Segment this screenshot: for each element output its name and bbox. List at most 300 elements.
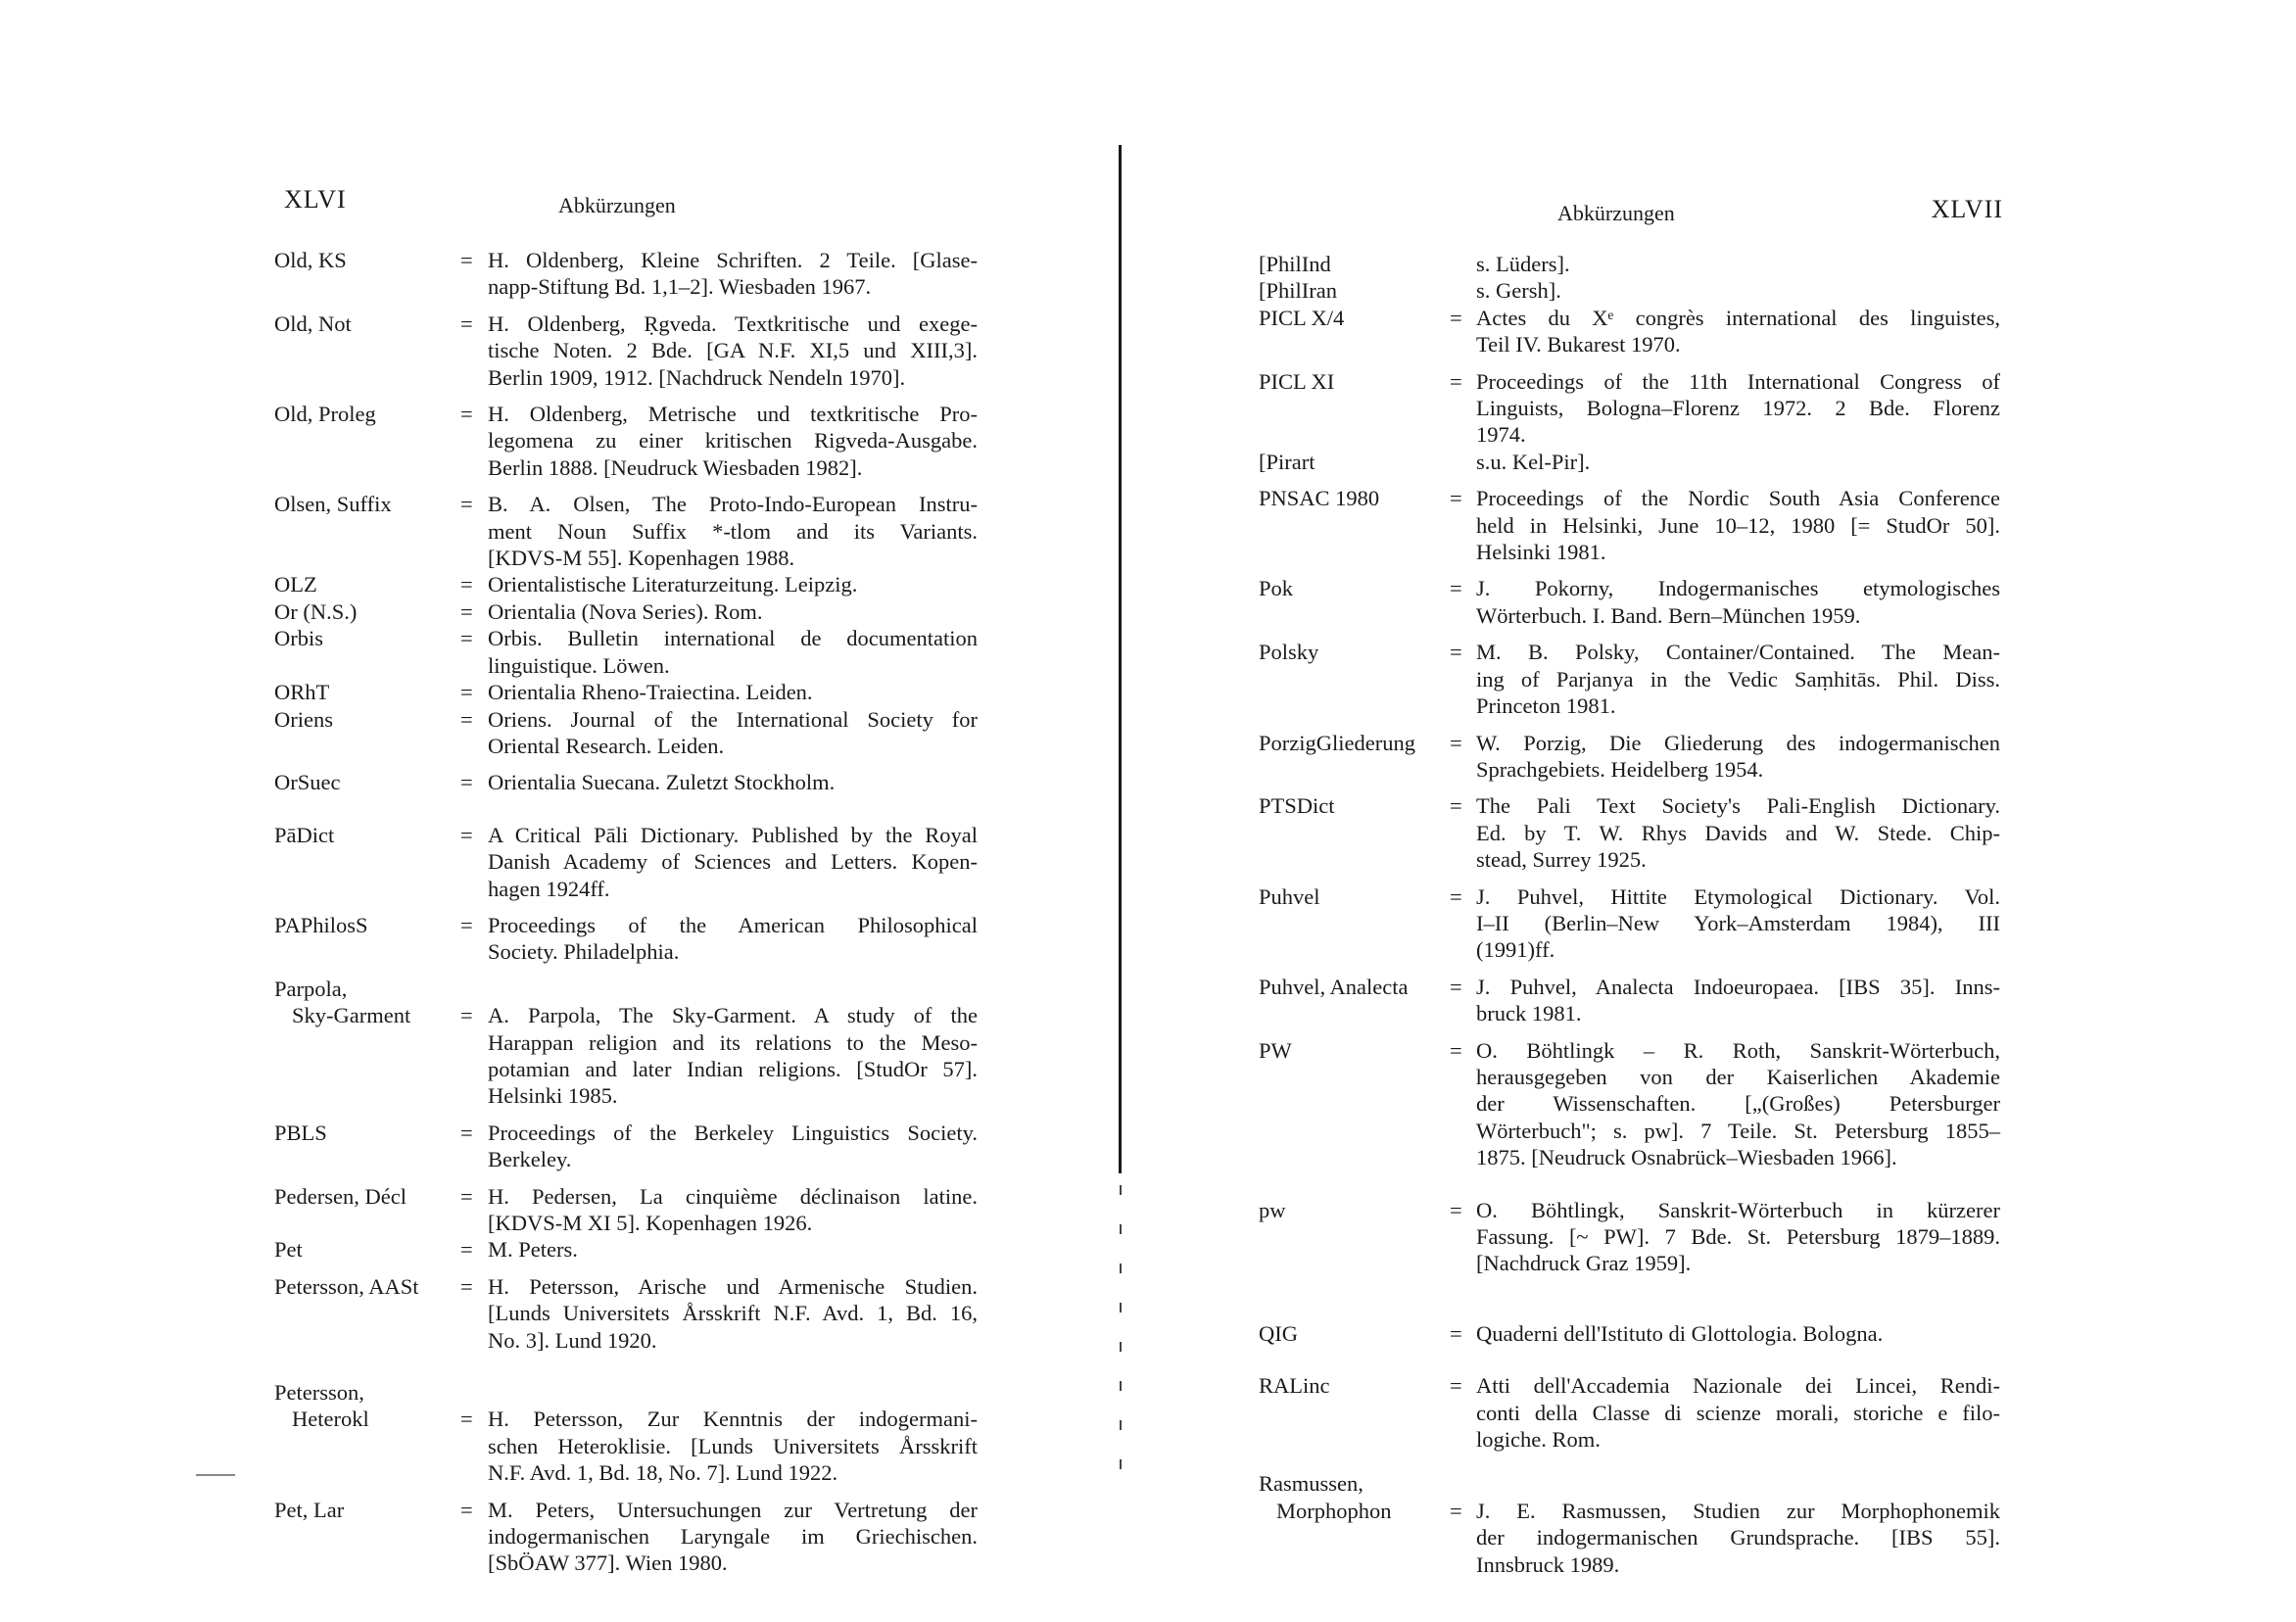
definition-line: Wörterbuch"; s. pw]. 7 Teile. St. Petersburg 1855– <box>1476 1118 2000 1143</box>
equals-sign: = <box>460 1407 473 1432</box>
definition-line: H. Oldenberg, Ṛgveda. Textkritische und exege- <box>488 310 978 336</box>
entry-spacer <box>245 481 999 491</box>
entry-spacer <box>1259 720 2003 730</box>
definition-line: herausgegeben von der Kaiserlichen Akademie <box>1476 1064 2000 1089</box>
entry-abbreviation <box>1259 1037 1292 1064</box>
entry-definition <box>488 625 978 679</box>
definition-line: M. Peters. <box>488 1237 578 1263</box>
entry-abbreviation <box>1259 1372 1330 1399</box>
definition-line: N.F. Avd. 1, Bd. 18, No. 7]. Lund 1922. <box>488 1460 838 1486</box>
entry-definition <box>1476 1037 2000 1171</box>
abbreviation-entry <box>245 706 999 760</box>
entry-abbreviation <box>1259 1197 1286 1223</box>
abbreviation-entry <box>245 976 999 1110</box>
entry-definition <box>1476 1320 2000 1347</box>
equals-sign: = <box>1450 974 1462 999</box>
entry-definition <box>1476 1197 2000 1277</box>
abbreviation-line: PBLS <box>274 1120 327 1145</box>
abbreviation-entry <box>1259 277 2003 304</box>
definition-line: Berlin 1909, 1912. [Nachdruck Nendeln 1970]. <box>488 364 906 390</box>
abbreviation-entry <box>245 247 999 301</box>
definition-line: Society. Philadelphia. <box>488 939 680 965</box>
abbreviation-entry <box>1259 883 2003 964</box>
entry-abbreviation <box>274 401 376 427</box>
definition-line: Berkeley. <box>488 1147 572 1172</box>
entry-definition <box>488 679 978 705</box>
entry-spacer <box>245 1173 999 1183</box>
abbreviation-line: QIG <box>1259 1320 1298 1346</box>
entry-definition <box>488 310 978 391</box>
equals-sign: = <box>460 912 473 937</box>
entry-definition <box>1476 277 2000 304</box>
abbreviation-entry <box>1259 575 2003 629</box>
right-entry-list <box>1259 251 2003 1578</box>
abbreviation-line: Sky-Garment <box>292 1003 411 1028</box>
entry-spacer <box>1259 1347 2003 1372</box>
equals-sign: = <box>460 1237 473 1263</box>
entry-definition <box>488 976 978 1110</box>
definition-line: Actes du Xᵉ congrès international des linguistes, <box>1476 305 2000 330</box>
page-gutter-dashes <box>1120 1185 1122 1479</box>
abbreviation-entry <box>1259 639 2003 719</box>
definition-line: A Critical Pāli Dictionary. Published by the Royal <box>488 822 978 847</box>
entry-abbreviation <box>1259 1320 1298 1347</box>
abbreviation-entry <box>1259 449 2003 475</box>
equals-sign: = <box>460 492 473 517</box>
definition-line: W. Porzig, Die Gliederung des indogermanischen <box>1476 730 2000 755</box>
abbreviation-line: PāDict <box>274 822 335 847</box>
abbreviation-line: [PhilInd <box>1259 252 1331 276</box>
definition-line: Orbis. Bulletin international de documentation <box>488 626 978 651</box>
abbreviation-entry <box>1259 1320 2003 1347</box>
definition-line: Quaderni dell'Istituto di Glottologia. Bologna. <box>1476 1320 1884 1346</box>
definition-line: J. Pokorny, Indogermanisches etymologisches <box>1476 576 2000 601</box>
abbreviation-entry <box>1259 792 2003 873</box>
definition-line: H. Pedersen, La cinquième déclinaison latine. <box>488 1183 978 1209</box>
equals-sign: = <box>460 1120 473 1145</box>
equals-sign: = <box>1450 576 1462 601</box>
definition-line: der Wissenschaften. [„(Großes) Petersburger <box>1476 1091 2000 1117</box>
entry-abbreviation <box>274 1273 419 1300</box>
definition-line: J. Puhvel, Analecta Indoeuropaea. [IBS 35]. Inns- <box>1476 974 2000 999</box>
abbreviation-line: Puhvel <box>1259 883 1320 909</box>
definition-line: indogermanischen Laryngale im Griechischen. <box>488 1524 978 1550</box>
definition-line: Atti dell'Accademia Nazionale dei Lincei, Rendi- <box>1476 1373 2000 1399</box>
equals-sign: = <box>1450 305 1462 330</box>
definition-line: A. Parpola, The Sky-Garment. A study of the <box>488 1003 978 1028</box>
abbreviation-line: [Pirart <box>1259 449 1315 474</box>
equals-sign: = <box>1450 1373 1462 1399</box>
definition-line: Danish Academy of Sciences and Letters. Kopen- <box>488 849 978 875</box>
entry-abbreviation <box>274 1183 407 1210</box>
entry-abbreviation <box>1259 251 1331 277</box>
definition-line: Innsbruck 1989. <box>1476 1551 1620 1577</box>
definition-line: bruck 1981. <box>1476 1001 1582 1026</box>
entry-definition <box>1476 792 2000 873</box>
entry-definition <box>1476 485 2000 565</box>
definition-line: ing of Parjanya in the Vedic Saṃhitās. Phil. Diss. <box>1476 666 2000 692</box>
definition-line: Orientalistische Literaturzeitung. Leipzig. <box>488 572 858 597</box>
equals-sign: = <box>460 598 473 624</box>
abbreviation-line: PICL XI <box>1259 368 1335 394</box>
definition-line: Harappan religion and its relations to the Meso- <box>488 1029 978 1055</box>
definition-line: potamian and later Indian religions. [StudOr 57]. <box>488 1056 978 1081</box>
definition-line: (1991)ff. <box>1476 937 1555 963</box>
equals-sign: = <box>1450 1037 1462 1063</box>
equals-sign: = <box>460 310 473 336</box>
abbreviation-line: Polsky <box>1259 640 1319 665</box>
abbreviation-line: Parpola, <box>274 976 348 1001</box>
definition-line: Teil IV. Bukarest 1970. <box>1476 332 1681 358</box>
definition-line: Orientalia Rheno-Traiectina. Leiden. <box>488 680 813 705</box>
abbreviation-entry <box>1259 1470 2003 1578</box>
entry-definition <box>488 1497 978 1577</box>
entry-spacer <box>245 1354 999 1379</box>
abbreviation-entry <box>245 1120 999 1173</box>
running-head-right <box>1259 196 2003 235</box>
entry-spacer <box>1259 358 2003 368</box>
entry-abbreviation <box>274 706 333 733</box>
equals-sign: = <box>1450 1320 1462 1346</box>
abbreviation-line: PAPhilosS <box>274 912 368 937</box>
equals-sign: = <box>460 402 473 427</box>
running-title-right: Abkürzungen <box>1557 201 1675 225</box>
entry-definition <box>488 401 978 481</box>
entry-spacer <box>1259 475 2003 485</box>
definition-line: Proceedings of the Berkeley Linguistics Society. <box>488 1120 978 1145</box>
abbreviation-line: Old, KS <box>274 248 347 272</box>
equals-sign: = <box>460 626 473 651</box>
definition-line: legomena zu einer kritischen Rigveda-Ausgabe. <box>488 428 978 453</box>
definition-line: Helsinki 1981. <box>1476 540 1606 565</box>
entry-spacer <box>1259 964 2003 974</box>
abbreviation-entry <box>1259 485 2003 565</box>
entry-definition <box>488 1183 978 1237</box>
abbreviation-entry <box>245 679 999 705</box>
entry-definition <box>488 1236 978 1263</box>
entry-abbreviation <box>1259 368 1334 395</box>
definition-line: linguistique. Löwen. <box>488 652 670 678</box>
entry-definition <box>488 247 978 301</box>
abbreviation-line: Pedersen, Décl <box>274 1183 407 1209</box>
abbreviation-entry <box>1259 251 2003 277</box>
entry-spacer <box>1259 783 2003 792</box>
definition-line: J. E. Rasmussen, Studien zur Morphophonemik <box>1476 1498 2000 1523</box>
abbreviation-line: [PhilIran <box>1259 278 1337 304</box>
entry-abbreviation <box>1259 575 1293 601</box>
abbreviation-entry <box>245 571 999 597</box>
equals-sign: = <box>460 1183 473 1209</box>
entry-abbreviation <box>274 247 347 273</box>
entry-abbreviation <box>1259 1470 1392 1524</box>
definition-line: H. Petersson, Zur Kenntnis der indogermani- <box>488 1407 978 1432</box>
definition-line: napp-Stiftung Bd. 1,1–2]. Wiesbaden 1967. <box>488 274 872 300</box>
entry-definition <box>1476 575 2000 629</box>
definition-line: Princeton 1981. <box>1476 693 1616 719</box>
entry-abbreviation <box>274 491 392 517</box>
abbreviation-entry <box>1259 1372 2003 1453</box>
abbreviation-line: PorzigGliederung <box>1259 730 1415 755</box>
entry-definition <box>1476 251 2000 277</box>
abbreviation-line: PICL X/4 <box>1259 305 1345 330</box>
equals-sign: = <box>460 572 473 597</box>
entry-definition <box>488 1379 978 1487</box>
equals-sign: = <box>460 1497 473 1522</box>
definition-line: Orientalia Suecana. Zuletzt Stockholm. <box>488 770 836 795</box>
entry-definition <box>488 769 978 795</box>
entry-abbreviation <box>274 822 334 848</box>
definition-line: M. B. Polsky, Container/Contained. The Mean- <box>1476 640 2000 665</box>
equals-sign: = <box>460 1003 473 1028</box>
entry-definition <box>1476 449 2000 475</box>
definition-line: [KDVS-M 55]. Kopenhagen 1988. <box>488 546 795 571</box>
abbreviation-line: Old, Proleg <box>274 402 376 427</box>
abbreviation-line: Pet <box>274 1237 303 1263</box>
definition-line: H. Oldenberg, Metrische und textkritische Pro- <box>488 402 978 427</box>
definition-line: 1875. [Neudruck Osnabrück–Wiesbaden 1966]. <box>1476 1145 1897 1170</box>
definition-line: Orientalia (Nova Series). Rom. <box>488 598 763 624</box>
equals-sign: = <box>1450 1197 1462 1222</box>
entry-spacer <box>245 1487 999 1497</box>
page-gutter <box>1119 145 1122 1173</box>
definition-line: No. 3]. Lund 1920. <box>488 1327 657 1353</box>
abbreviation-entry <box>245 822 999 902</box>
definition-line: B. A. Olsen, The Proto-Indo-European Instru- <box>488 492 978 517</box>
entry-definition <box>488 706 978 760</box>
abbreviation-line: OLZ <box>274 572 317 597</box>
entry-spacer <box>1259 1453 2003 1470</box>
definition-line: Proceedings of the American Philosophical <box>488 912 978 937</box>
equals-sign: = <box>460 680 473 705</box>
entry-spacer <box>1259 1171 2003 1197</box>
entry-abbreviation <box>1259 974 1408 1000</box>
abbreviation-entry <box>1259 974 2003 1027</box>
definition-line: O. Böhtlingk – R. Roth, Sanskrit-Wörterbuch, <box>1476 1037 2000 1063</box>
entry-abbreviation <box>1259 277 1337 304</box>
left-entry-list <box>245 237 999 1577</box>
abbreviation-line: Petersson, AASt <box>274 1273 419 1299</box>
running-title-left: Abkürzungen <box>558 193 676 217</box>
equals-sign: = <box>1450 640 1462 665</box>
entry-abbreviation <box>274 571 317 597</box>
definition-line: [SbÖAW 377]. Wien 1980. <box>488 1550 728 1576</box>
scan-speck <box>196 1474 235 1476</box>
definition-line: Proceedings of the Nordic South Asia Conference <box>1476 486 2000 511</box>
entry-spacer <box>245 391 999 401</box>
entry-definition <box>488 598 978 625</box>
abbreviation-line: Pok <box>1259 576 1294 601</box>
entry-abbreviation <box>274 625 323 651</box>
definition-line: tische Noten. 2 Bde. [GA N.F. XI,5 und XIII,3]. <box>488 338 978 363</box>
entry-definition <box>488 822 978 902</box>
abbreviation-entry <box>245 598 999 625</box>
abbreviation-line: Heterokl <box>292 1407 369 1432</box>
abbreviation-line: Petersson, <box>274 1380 364 1406</box>
abbreviation-entry <box>1259 1037 2003 1171</box>
abbreviation-entry <box>245 769 999 795</box>
equals-sign: = <box>460 248 473 272</box>
entry-definition <box>1476 1470 2000 1578</box>
abbreviation-line: Old, Not <box>274 310 352 336</box>
entry-definition <box>1476 305 2000 358</box>
entry-spacer <box>245 1110 999 1120</box>
equals-sign: = <box>1450 883 1462 909</box>
abbreviation-line: Or (N.S.) <box>274 598 358 624</box>
definition-line: I–II (Berlin–New York–Amsterdam 1984), III <box>1476 910 2000 935</box>
definition-line: O. Böhtlingk, Sanskrit-Wörterbuch in kürzerer <box>1476 1197 2000 1222</box>
entry-spacer <box>245 759 999 769</box>
entry-definition <box>1476 974 2000 1027</box>
abbreviation-line: Orbis <box>274 626 323 651</box>
entry-spacer <box>245 301 999 310</box>
entry-abbreviation <box>274 598 357 625</box>
equals-sign: = <box>1450 730 1462 755</box>
abbreviation-line: Olsen, Suffix <box>274 492 392 517</box>
definition-line: hagen 1924ff. <box>488 876 610 901</box>
entry-spacer <box>245 902 999 912</box>
equals-sign: = <box>1450 793 1462 819</box>
abbreviation-entry <box>1259 1197 2003 1277</box>
definition-line: ment Noun Suffix *-tlom and its Variants. <box>488 518 978 544</box>
entry-abbreviation <box>274 769 340 795</box>
entry-abbreviation <box>1259 792 1335 819</box>
definition-line: der indogermanischen Grundsprache. [IBS 55]. <box>1476 1525 2000 1550</box>
entry-abbreviation <box>274 912 367 938</box>
definition-line: [Nachdruck Graz 1959]. <box>1476 1251 1692 1276</box>
definition-line: Proceedings of the 11th International Congress of <box>1476 368 2000 394</box>
abbreviation-line: PNSAC 1980 <box>1259 486 1380 511</box>
definition-line: stead, Surrey 1925. <box>1476 847 1647 873</box>
abbreviation-line: RALinc <box>1259 1373 1330 1399</box>
definition-line: Berlin 1888. [Neudruck Wiesbaden 1982]. <box>488 454 863 480</box>
entry-definition <box>1476 639 2000 719</box>
definition-line: Linguists, Bologna–Florenz 1972. 2 Bde. Florenz <box>1476 396 2000 421</box>
definition-line: conti della Classe di scienze morali, storiche e filo- <box>1476 1400 2000 1425</box>
abbreviation-entry <box>245 1379 999 1487</box>
definition-line: 1974. <box>1476 422 1526 448</box>
entry-definition <box>1476 730 2000 784</box>
entry-abbreviation <box>274 1236 303 1263</box>
entry-abbreviation <box>274 1120 327 1146</box>
abbreviation-line: Oriens <box>274 706 333 732</box>
entry-spacer <box>245 237 999 247</box>
definition-line: The Pali Text Society's Pali-English Dictionary. <box>1476 793 2000 819</box>
entry-spacer <box>1259 1027 2003 1037</box>
entry-definition <box>488 491 978 571</box>
definition-line: logiche. Rom. <box>1476 1427 1601 1453</box>
equals-sign: = <box>460 770 473 795</box>
definition-line: Fassung. [~ PW]. 7 Bde. St. Petersburg 1879–1889. <box>1476 1224 2000 1249</box>
entry-definition <box>488 1273 978 1354</box>
entry-abbreviation <box>1259 485 1379 511</box>
abbreviation-line: pw <box>1259 1197 1286 1222</box>
page-number-right: XLVII <box>1931 195 2003 223</box>
abbreviation-line: Pet, Lar <box>274 1497 345 1522</box>
definition-line: s. Lüders]. <box>1476 252 1570 276</box>
definition-line: Oriental Research. Leiden. <box>488 733 725 758</box>
definition-line: H. Oldenberg, Kleine Schriften. 2 Teile. [Glase- <box>488 248 978 272</box>
entry-definition <box>1476 883 2000 964</box>
definition-line: Ed. by T. W. Rhys Davids and W. Stede. Chip- <box>1476 820 2000 845</box>
definition-line: H. Petersson, Arische und Armenische Studien. <box>488 1273 978 1299</box>
entry-abbreviation <box>1259 305 1344 331</box>
entry-spacer <box>1259 1277 2003 1320</box>
abbreviation-entry <box>245 310 999 391</box>
abbreviation-line: OrSuec <box>274 770 341 795</box>
entry-definition <box>488 571 978 597</box>
abbreviation-line: ORhT <box>274 680 330 705</box>
definition-line: Oriens. Journal of the International Society for <box>488 706 978 732</box>
definition-line: s. Gersh]. <box>1476 278 1561 304</box>
abbreviation-entry <box>1259 368 2003 449</box>
abbreviation-entry <box>245 1183 999 1237</box>
abbreviation-entry <box>245 1273 999 1354</box>
entry-definition <box>488 912 978 966</box>
equals-sign: = <box>1450 1498 1462 1523</box>
entry-spacer <box>245 796 999 822</box>
equals-sign: = <box>1450 368 1462 394</box>
equals-sign: = <box>460 706 473 732</box>
entry-abbreviation <box>1259 639 1318 665</box>
definition-line: J. Puhvel, Hittite Etymological Dictionary. Vol. <box>1476 883 2000 909</box>
entry-abbreviation <box>274 1497 344 1523</box>
abbreviation-line: Puhvel, Analecta <box>1259 974 1409 999</box>
definition-line: Sprachgebiets. Heidelberg 1954. <box>1476 756 1764 782</box>
abbreviation-entry <box>1259 730 2003 784</box>
equals-sign: = <box>1450 486 1462 511</box>
entry-definition <box>1476 1372 2000 1453</box>
entry-spacer <box>1259 874 2003 883</box>
entry-spacer <box>1259 629 2003 639</box>
abbreviation-entry <box>245 1497 999 1577</box>
abbreviation-entry <box>1259 305 2003 358</box>
entry-abbreviation <box>1259 883 1320 910</box>
entry-spacer <box>245 966 999 976</box>
equals-sign: = <box>460 822 473 847</box>
abbreviation-entry <box>245 912 999 966</box>
abbreviation-entry <box>245 401 999 481</box>
definition-line: Wörterbuch. I. Band. Bern–München 1959. <box>1476 602 1861 628</box>
entry-abbreviation <box>1259 730 1415 756</box>
definition-line: [Lunds Universitets Årsskrift N.F. Avd. 1, Bd. 16, <box>488 1301 978 1326</box>
definition-line: schen Heteroklisie. [Lunds Universitets Årsskrift <box>488 1433 978 1458</box>
abbreviation-entry <box>245 1236 999 1263</box>
abbreviation-entry <box>245 491 999 571</box>
equals-sign: = <box>460 1273 473 1299</box>
definition-line: [KDVS-M XI 5]. Kopenhagen 1926. <box>488 1210 813 1235</box>
abbreviation-entry <box>245 625 999 679</box>
abbreviation-line: Rasmussen, <box>1259 1471 1363 1497</box>
entry-abbreviation <box>274 976 410 1029</box>
entry-spacer <box>245 1264 999 1273</box>
definition-line: M. Peters, Untersuchungen zur Vertretung der <box>488 1497 978 1522</box>
abbreviation-line: Morphophon <box>1276 1498 1392 1523</box>
definition-line: s.u. Kel-Pir]. <box>1476 449 1591 474</box>
entry-definition <box>488 1120 978 1173</box>
entry-spacer <box>1259 565 2003 575</box>
page-number-left: XLVI <box>284 185 347 214</box>
abbreviation-line: PW <box>1259 1037 1292 1063</box>
abbreviation-line: PTSDict <box>1259 793 1335 819</box>
definition-line: held in Helsinki, June 10–12, 1980 [= StudOr 50]. <box>1476 512 2000 538</box>
entry-abbreviation <box>274 310 352 337</box>
entry-definition <box>1476 368 2000 449</box>
entry-abbreviation <box>274 679 329 705</box>
definition-line: Helsinki 1985. <box>488 1083 618 1109</box>
running-head-left <box>245 186 999 225</box>
entry-abbreviation <box>1259 449 1315 475</box>
entry-abbreviation <box>274 1379 369 1433</box>
